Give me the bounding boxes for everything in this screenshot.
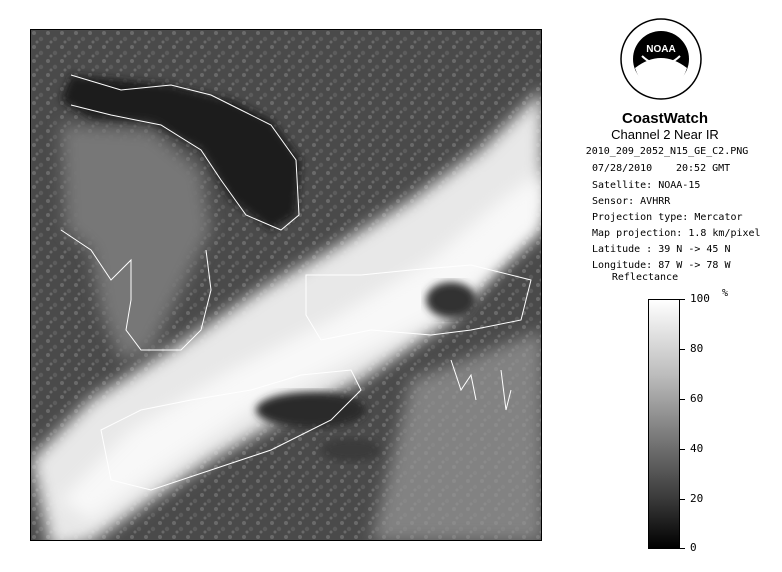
latitude-label: Latitude : 39 N -> 45 N [592, 244, 731, 255]
colorbar-tick-label: 40 [690, 442, 704, 455]
time-label: 20:52 GMT [676, 163, 731, 174]
colorbar-tick-label: 20 [690, 492, 704, 505]
colorbar-tick-label: 100 [690, 292, 710, 305]
page-title: CoastWatch [621, 110, 709, 127]
projection-type-label: Projection type: Mercator [592, 212, 743, 223]
colorbar-tick-label: 60 [690, 392, 704, 405]
svg-text:NOAA: NOAA [646, 44, 676, 55]
sensor-label: Sensor: AVHRR [592, 196, 671, 207]
map-projection-label: Map projection: 1.8 km/pixel [592, 228, 761, 239]
satellite-label: Satellite: NOAA-15 [592, 180, 701, 191]
channel-subtitle: Channel 2 Near IR [611, 127, 719, 142]
colorbar-tick [680, 449, 685, 450]
reflectance-colorbar [648, 299, 680, 549]
noaa-logo [620, 18, 702, 100]
satellite-image [30, 29, 542, 541]
filename-label: 2010_209_2052_N15_GE_C2.PNG [585, 146, 749, 157]
colorbar-tick-label: 80 [690, 342, 704, 355]
colorbar-tick [680, 299, 685, 300]
colorbar-unit: % [722, 288, 729, 299]
colorbar-tick-label: 0 [690, 541, 697, 554]
colorbar-tick [680, 499, 685, 500]
colorbar-label: Reflectance [611, 272, 679, 283]
colorbar-tick [680, 548, 685, 549]
date-label: 07/28/2010 [592, 163, 653, 174]
datetime-line [592, 163, 752, 174]
colorbar-tick [680, 399, 685, 400]
longitude-label: Longitude: 87 W -> 78 W [592, 260, 731, 271]
colorbar-tick [680, 349, 685, 350]
